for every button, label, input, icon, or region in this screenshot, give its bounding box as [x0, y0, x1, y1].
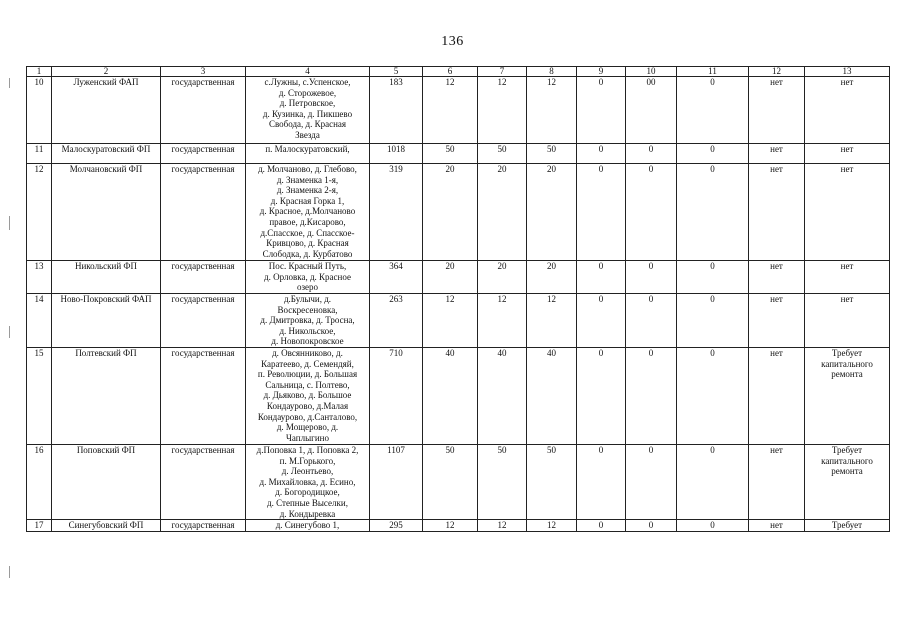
- column-number: 8: [527, 67, 577, 77]
- column-number: 3: [161, 67, 246, 77]
- col-6-value: 12: [423, 77, 478, 144]
- col-7-value: 50: [478, 445, 527, 520]
- col-8-value: 20: [527, 164, 577, 261]
- settlement-line: Кондаурово, д.Санталово,: [257, 411, 358, 422]
- col-13-value: нет: [805, 294, 890, 348]
- col-10-value: 0: [626, 294, 677, 348]
- settlement-line: Сальница, с. Полтево,: [265, 379, 350, 390]
- column-number: 9: [577, 67, 626, 77]
- col-6-value: 20: [423, 164, 478, 261]
- margin-mark: [9, 216, 10, 230]
- col-8-value: 20: [527, 261, 577, 294]
- col-8-value: 12: [527, 77, 577, 144]
- col-11-value: 0: [677, 164, 749, 261]
- settlement-line: п. М.Горького,: [279, 455, 336, 466]
- settlement-line: д. Красное, д.Молчаново: [259, 206, 356, 217]
- col-5-value: 319: [370, 164, 423, 261]
- column-number-row: [27, 67, 890, 77]
- margin-mark: [9, 566, 10, 578]
- column-number: 10: [626, 67, 677, 77]
- col-8-value: 50: [527, 445, 577, 520]
- row-number: 10: [27, 77, 52, 144]
- table-row: [27, 445, 890, 520]
- col-11-value: 0: [677, 144, 749, 164]
- col-13-value: Требует капитального ремонта: [805, 445, 890, 520]
- col-7-value: 40: [478, 348, 527, 445]
- settlement-line: Пос. Красный Путь,: [268, 261, 347, 271]
- settlement-line: п. Революции, д. Большая: [257, 369, 358, 380]
- settlement-line: Кривцово, д. Красная: [266, 238, 349, 249]
- settlement-line: д. Кондыревка: [279, 508, 336, 519]
- col-5-value: 710: [370, 348, 423, 445]
- settlement-line: д. Леонтьево,: [281, 466, 334, 477]
- settlement-line: д. Кузинка, д. Пикшево: [262, 108, 353, 119]
- col-11-value: 0: [677, 261, 749, 294]
- served-settlements: [246, 294, 370, 348]
- column-number: 11: [677, 67, 749, 77]
- col-9-value: 0: [577, 144, 626, 164]
- settlement-line: д. Орловка, д. Красное: [264, 271, 351, 282]
- settlement-line: д. Новопокровское: [271, 336, 344, 347]
- row-number: 16: [27, 445, 52, 520]
- column-number: 7: [478, 67, 527, 77]
- table-row: [27, 520, 890, 532]
- col-13-value: нет: [805, 77, 890, 144]
- settlement-line: правое, д.Кисарово,: [269, 216, 346, 227]
- ownership-type: государственная: [161, 520, 246, 532]
- settlement-line: д. Молчаново, д. Глебово,: [258, 164, 357, 174]
- col-6-value: 40: [423, 348, 478, 445]
- ownership-type: государственная: [161, 445, 246, 520]
- settlement-line: д. Знаменка 2-я,: [276, 185, 339, 196]
- settlement-line: озеро: [296, 282, 319, 293]
- col-8-value: 50: [527, 144, 577, 164]
- facility-name: Полтевский ФП: [52, 348, 161, 445]
- col-8-value: 12: [527, 520, 577, 532]
- settlement-line: д.Булычи, д.: [283, 294, 332, 304]
- col-9-value: 0: [577, 520, 626, 532]
- facility-name: Поповский ФП: [52, 445, 161, 520]
- col-13-value: нет: [805, 261, 890, 294]
- col-7-value: 20: [478, 261, 527, 294]
- margin-mark: [9, 326, 10, 338]
- settlement-line: д. Знаменка 1-я,: [276, 174, 339, 185]
- col-7-value: 12: [478, 294, 527, 348]
- col-10-value: 0: [626, 261, 677, 294]
- page-number: 136: [441, 34, 464, 49]
- settlement-line: д. Дьяково, д. Большое: [263, 390, 352, 401]
- col-10-value: 0: [626, 348, 677, 445]
- col-9-value: 0: [577, 294, 626, 348]
- served-settlements: [246, 144, 370, 164]
- settlement-line: с.Лужны, с.Успенское,: [264, 77, 351, 87]
- row-number: 11: [27, 144, 52, 164]
- settlement-line: д. Петровское,: [279, 98, 336, 109]
- table-body: [27, 67, 890, 532]
- served-settlements: [246, 261, 370, 294]
- col-6-value: 12: [423, 294, 478, 348]
- table-row: [27, 144, 890, 164]
- col-7-value: 50: [478, 144, 527, 164]
- col-11-value: 0: [677, 348, 749, 445]
- ownership-type: государственная: [161, 144, 246, 164]
- settlement-line: д. Михайловка, д. Есино,: [259, 476, 356, 487]
- col-7-value: 12: [478, 520, 527, 532]
- row-number: 13: [27, 261, 52, 294]
- row-number: 15: [27, 348, 52, 445]
- table-row: [27, 348, 890, 445]
- facilities-table: [26, 66, 890, 532]
- col-11-value: 0: [677, 294, 749, 348]
- col-8-value: 12: [527, 294, 577, 348]
- col-11-value: 0: [677, 77, 749, 144]
- col-7-value: 20: [478, 164, 527, 261]
- col-9-value: 0: [577, 348, 626, 445]
- column-number: 2: [52, 67, 161, 77]
- served-settlements: [246, 445, 370, 520]
- settlement-line: Каратеево, д. Семендяй,: [261, 358, 354, 369]
- col-13-value: нет: [805, 144, 890, 164]
- facility-name: Луженский ФАП: [52, 77, 161, 144]
- col-10-value: 0: [626, 520, 677, 532]
- col-12-value: нет: [749, 164, 805, 261]
- table-row: [27, 77, 890, 144]
- col-10-value: 0: [626, 164, 677, 261]
- margin-mark: [9, 78, 10, 88]
- settlement-line: д.Спасское, д. Спасское-: [260, 227, 355, 238]
- settlement-line: д. Дмитровка, д. Тросна,: [260, 315, 355, 326]
- col-13-value: нет: [805, 164, 890, 261]
- col-12-value: нет: [749, 144, 805, 164]
- col-5-value: 1107: [370, 445, 423, 520]
- settlement-line: д. Овсянниково, д.: [272, 348, 343, 358]
- col-11-value: 0: [677, 445, 749, 520]
- table-row: [27, 261, 890, 294]
- col-10-value: 0: [626, 445, 677, 520]
- settlement-line: д. Сторожевое,: [278, 87, 337, 98]
- facility-name: Никольский ФП: [52, 261, 161, 294]
- col-7-value: 12: [478, 77, 527, 144]
- settlement-line: Чаплыгино: [286, 432, 329, 443]
- col-5-value: 183: [370, 77, 423, 144]
- settlement-line: д. Богородицкое,: [275, 487, 340, 498]
- served-settlements: [246, 164, 370, 261]
- col-5-value: 263: [370, 294, 423, 348]
- settlement-line: Кондаурово, д.Малая: [266, 400, 349, 411]
- settlement-line: д. Синегубово 1,: [275, 520, 340, 531]
- served-settlements: [246, 348, 370, 445]
- settlement-line: п. Малоскуратовский,: [265, 144, 350, 154]
- col-9-value: 0: [577, 445, 626, 520]
- settlement-line: д. Никольское,: [279, 325, 336, 336]
- col-12-value: нет: [749, 294, 805, 348]
- col-6-value: 50: [423, 445, 478, 520]
- column-number: 13: [805, 67, 890, 77]
- col-5-value: 1018: [370, 144, 423, 164]
- settlement-line: Свобода, д. Красная: [268, 119, 347, 130]
- col-6-value: 20: [423, 261, 478, 294]
- settlement-line: Слободка, д. Курбатово: [262, 248, 353, 259]
- column-number: 6: [423, 67, 478, 77]
- table-row: [27, 294, 890, 348]
- facility-name: Ново-Покровский ФАП: [52, 294, 161, 348]
- col-12-value: нет: [749, 77, 805, 144]
- col-11-value: 0: [677, 520, 749, 532]
- settlement-line: Воскресеновка,: [277, 304, 338, 315]
- col-6-value: 50: [423, 144, 478, 164]
- column-number: 4: [246, 67, 370, 77]
- settlement-line: д. Степные Выселки,: [267, 497, 348, 508]
- col-12-value: нет: [749, 445, 805, 520]
- col-13-value: Требует капитального ремонта: [805, 348, 890, 445]
- column-number: 5: [370, 67, 423, 77]
- facility-name: Синегубовский ФП: [52, 520, 161, 532]
- col-13-value: Требует: [805, 520, 890, 532]
- ownership-type: государственная: [161, 164, 246, 261]
- facility-name: Молчановский ФП: [52, 164, 161, 261]
- row-number: 12: [27, 164, 52, 261]
- ownership-type: государственная: [161, 294, 246, 348]
- col-12-value: нет: [749, 348, 805, 445]
- col-10-value: 00: [626, 77, 677, 144]
- settlement-line: Звезда: [295, 129, 320, 140]
- facility-name: Малоскуратовский ФП: [52, 144, 161, 164]
- col-9-value: 0: [577, 77, 626, 144]
- row-number: 17: [27, 520, 52, 532]
- settlement-line: д. Красная Горка 1,: [270, 195, 345, 206]
- ownership-type: государственная: [161, 77, 246, 144]
- ownership-type: государственная: [161, 348, 246, 445]
- served-settlements: [246, 77, 370, 144]
- col-5-value: 295: [370, 520, 423, 532]
- col-9-value: 0: [577, 261, 626, 294]
- column-number: 12: [749, 67, 805, 77]
- col-6-value: 12: [423, 520, 478, 532]
- col-5-value: 364: [370, 261, 423, 294]
- col-8-value: 40: [527, 348, 577, 445]
- settlement-line: д. Мощерово, д.: [276, 422, 339, 433]
- col-12-value: нет: [749, 520, 805, 532]
- served-settlements: [246, 520, 370, 532]
- col-10-value: 0: [626, 144, 677, 164]
- column-number: 1: [27, 67, 52, 77]
- row-number: 14: [27, 294, 52, 348]
- col-9-value: 0: [577, 164, 626, 261]
- table-row: [27, 164, 890, 261]
- ownership-type: государственная: [161, 261, 246, 294]
- settlement-line: д.Поповка 1, д. Поповка 2,: [256, 445, 359, 455]
- col-12-value: нет: [749, 261, 805, 294]
